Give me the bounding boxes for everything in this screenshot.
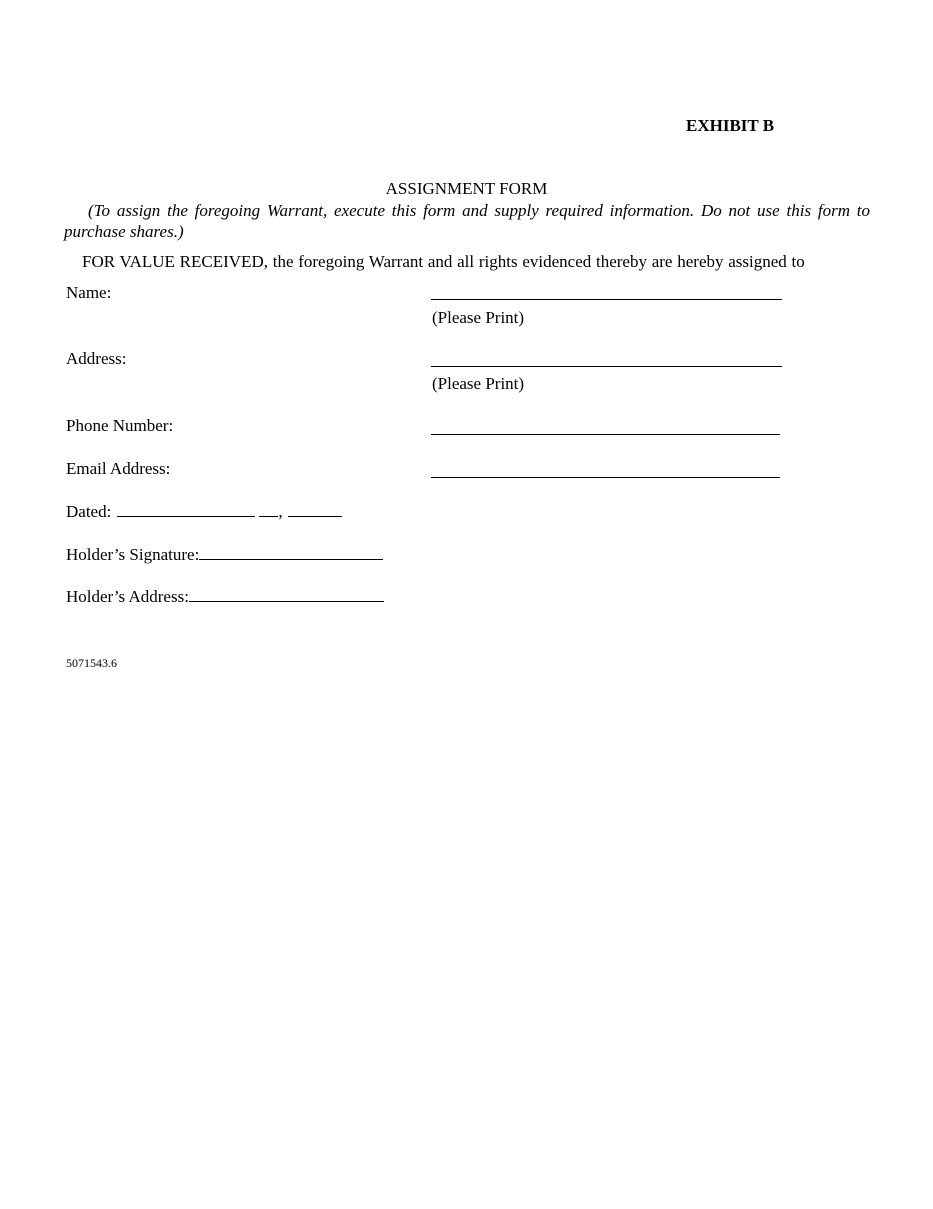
assignment-statement: FOR VALUE RECEIVED, the foregoing Warrant and all rights evidenced thereby are hereby assigned to [82, 252, 805, 271]
phone-label: Phone Number: [66, 416, 174, 435]
form-instructions: (To assign the foregoing Warrant, execute this form and supply required information. Do not use this form to purchase shares.) [64, 201, 870, 241]
signature-label: Holder’s Signature: [66, 545, 200, 564]
signature-row [66, 544, 383, 565]
holder-address-field[interactable] [189, 586, 384, 602]
dated-month-field[interactable] [117, 501, 255, 517]
dated-day-field[interactable] [259, 501, 278, 517]
address-field[interactable] [431, 366, 782, 367]
email-label: Email Address: [66, 459, 171, 478]
email-field[interactable] [431, 477, 780, 478]
holder-address-label: Holder’s Address: [66, 587, 189, 606]
address-label: Address: [66, 349, 127, 368]
name-print-note: (Please Print) [432, 308, 525, 327]
form-title: ASSIGNMENT FORM [385, 179, 548, 198]
signature-field[interactable] [199, 544, 383, 560]
exhibit-heading: EXHIBIT B [686, 116, 775, 135]
dated-row [66, 501, 342, 522]
address-print-note: (Please Print) [432, 374, 525, 393]
name-field[interactable] [431, 299, 782, 300]
dated-year-field[interactable] [288, 501, 342, 517]
holder-address-row [66, 586, 384, 607]
dated-separator: , [278, 502, 283, 521]
name-label: Name: [66, 283, 112, 302]
phone-field[interactable] [431, 434, 780, 435]
dated-label: Dated: [66, 502, 112, 521]
document-number: 5071543.6 [66, 656, 117, 670]
